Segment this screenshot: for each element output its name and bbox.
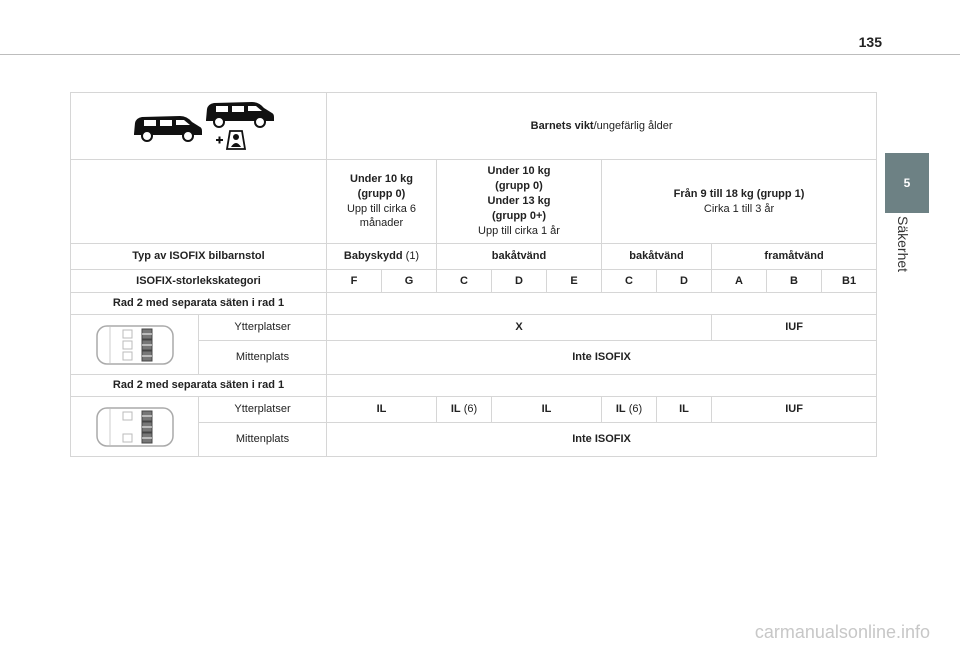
section-1-title: [71, 293, 327, 315]
value-text: Inte ISOFIX: [572, 433, 631, 446]
long-van-icon: [204, 99, 276, 129]
group-text: (grupp 0): [495, 180, 543, 193]
type-text: bakåtvänd: [629, 250, 684, 263]
type-label-text: Typ av ISOFIX bilbarnstol: [132, 250, 265, 263]
age-text: månader: [359, 217, 404, 230]
size-class-cell: [602, 270, 657, 293]
empty-cell: [71, 160, 327, 244]
size-class-cell: [327, 270, 382, 293]
value-note: (6): [460, 403, 478, 416]
table-row: [71, 93, 877, 160]
table-row: [71, 397, 877, 423]
group-0-cell: [327, 160, 437, 244]
age-text: Upp till cirka 6: [346, 202, 417, 215]
type-note: (1): [402, 250, 420, 263]
size-class-cell: [657, 270, 712, 293]
value-text: IL: [679, 403, 689, 416]
age-text: Cirka 1 till 3 år: [703, 202, 775, 215]
value-text: X: [515, 321, 523, 334]
age-text: Upp till cirka 1 år: [478, 224, 560, 237]
middle-seat-label: [199, 341, 327, 375]
type-text: Babyskydd: [343, 250, 403, 263]
section-tab[interactable]: [885, 153, 929, 213]
size-class-cell: [822, 270, 877, 293]
value-cell: [327, 423, 877, 457]
size-class: E: [570, 274, 578, 287]
seat-plan-icon: [96, 325, 174, 365]
empty-cell: [327, 375, 877, 397]
table-row: [71, 315, 877, 341]
group-text: (grupp 0): [357, 187, 406, 200]
section-title: [888, 216, 918, 296]
table-row: [71, 160, 877, 244]
seat-plan-cell: [71, 315, 199, 375]
value-text: IL: [376, 403, 387, 416]
outer-seats-label: [199, 315, 327, 341]
value-text: IL: [615, 403, 626, 416]
size-class-cell: [437, 270, 492, 293]
type-text: framåtvänd: [764, 250, 824, 263]
size-class: F: [350, 274, 358, 287]
value-cell: [712, 315, 877, 341]
group-text: Under 10 kg: [487, 165, 551, 178]
footer-watermark: carmanualsonline.info: [754, 622, 930, 642]
group-text: Från 9 till 18 kg (grupp 1): [673, 187, 805, 200]
value-cell: [492, 397, 602, 423]
size-class: A: [735, 274, 743, 287]
section-title-text: Rad 2 med separata säten i rad 1: [112, 297, 285, 310]
outer-seats-label: [199, 397, 327, 423]
value-cell: [657, 397, 712, 423]
empty-cell: [327, 293, 877, 315]
group-text: Under 10 kg: [350, 172, 413, 185]
seat-plan-cell: [71, 397, 199, 457]
group-1-cell: [602, 160, 877, 244]
weight-heading-bold: Barnets vikt: [530, 119, 594, 132]
table-row: [71, 293, 877, 315]
value-text: IL: [450, 403, 461, 416]
value-text: Inte ISOFIX: [572, 351, 631, 364]
type-label: [71, 244, 327, 270]
vehicle-icons-cell: [71, 93, 327, 160]
value-text: IL: [541, 403, 552, 416]
value-cell: [712, 397, 877, 423]
type-text: bakåtvänd: [491, 250, 547, 263]
value-note: (6): [625, 403, 643, 416]
group-text: Under 13 kg: [487, 195, 551, 208]
size-class: D: [515, 274, 523, 287]
table-row: [71, 244, 877, 270]
section-number: 5: [903, 176, 911, 190]
size-class-cell: [492, 270, 547, 293]
middle-seat-label: [199, 423, 327, 457]
page-number: 135: [858, 34, 882, 50]
size-class: D: [680, 274, 688, 287]
value-cell: [437, 397, 492, 423]
seat-plan-icon: [96, 407, 174, 447]
short-van-icon: [132, 113, 204, 143]
size-class: C: [625, 274, 633, 287]
size-class: C: [460, 274, 468, 287]
size-class-cell: [382, 270, 437, 293]
table-row: [71, 375, 877, 397]
seat-label: Mittenplats: [235, 351, 290, 364]
type-cell: [712, 244, 877, 270]
vehicle-icons: [74, 95, 323, 157]
value-cell: [327, 315, 712, 341]
seat-label: Mittenplats: [235, 433, 290, 446]
isofix-table: [70, 92, 877, 457]
size-class-cell: [767, 270, 822, 293]
section-title-text: Rad 2 med separata säten i rad 1: [112, 379, 285, 392]
value-text: IUF: [785, 321, 803, 334]
type-cell: [602, 244, 712, 270]
weight-heading-rest: /ungefärlig ålder: [593, 119, 673, 132]
weight-heading-cell: [327, 93, 877, 160]
size-class: B: [790, 274, 798, 287]
value-cell: [602, 397, 657, 423]
type-cell: [327, 244, 437, 270]
section-2-title: [71, 375, 327, 397]
section-title-text: Säkerhet: [895, 216, 911, 273]
size-label-text: ISOFIX-storlekskategori: [136, 274, 261, 287]
seat-label: Ytterplatser: [234, 403, 291, 416]
size-class: B1: [842, 274, 857, 287]
value-cell: [327, 397, 437, 423]
value-text: IUF: [785, 403, 803, 416]
group-text: (grupp 0+): [491, 209, 547, 222]
group-0plus-cell: [437, 160, 602, 244]
size-class-cell: [547, 270, 602, 293]
type-cell: [437, 244, 602, 270]
table-row: [71, 270, 877, 293]
child-seat-plus-icon: [214, 129, 248, 151]
value-cell: [327, 341, 877, 375]
header-rule: [0, 54, 960, 55]
size-class: G: [404, 274, 414, 287]
size-label: [71, 270, 327, 293]
seat-label: Ytterplatser: [234, 321, 291, 334]
size-class-cell: [712, 270, 767, 293]
